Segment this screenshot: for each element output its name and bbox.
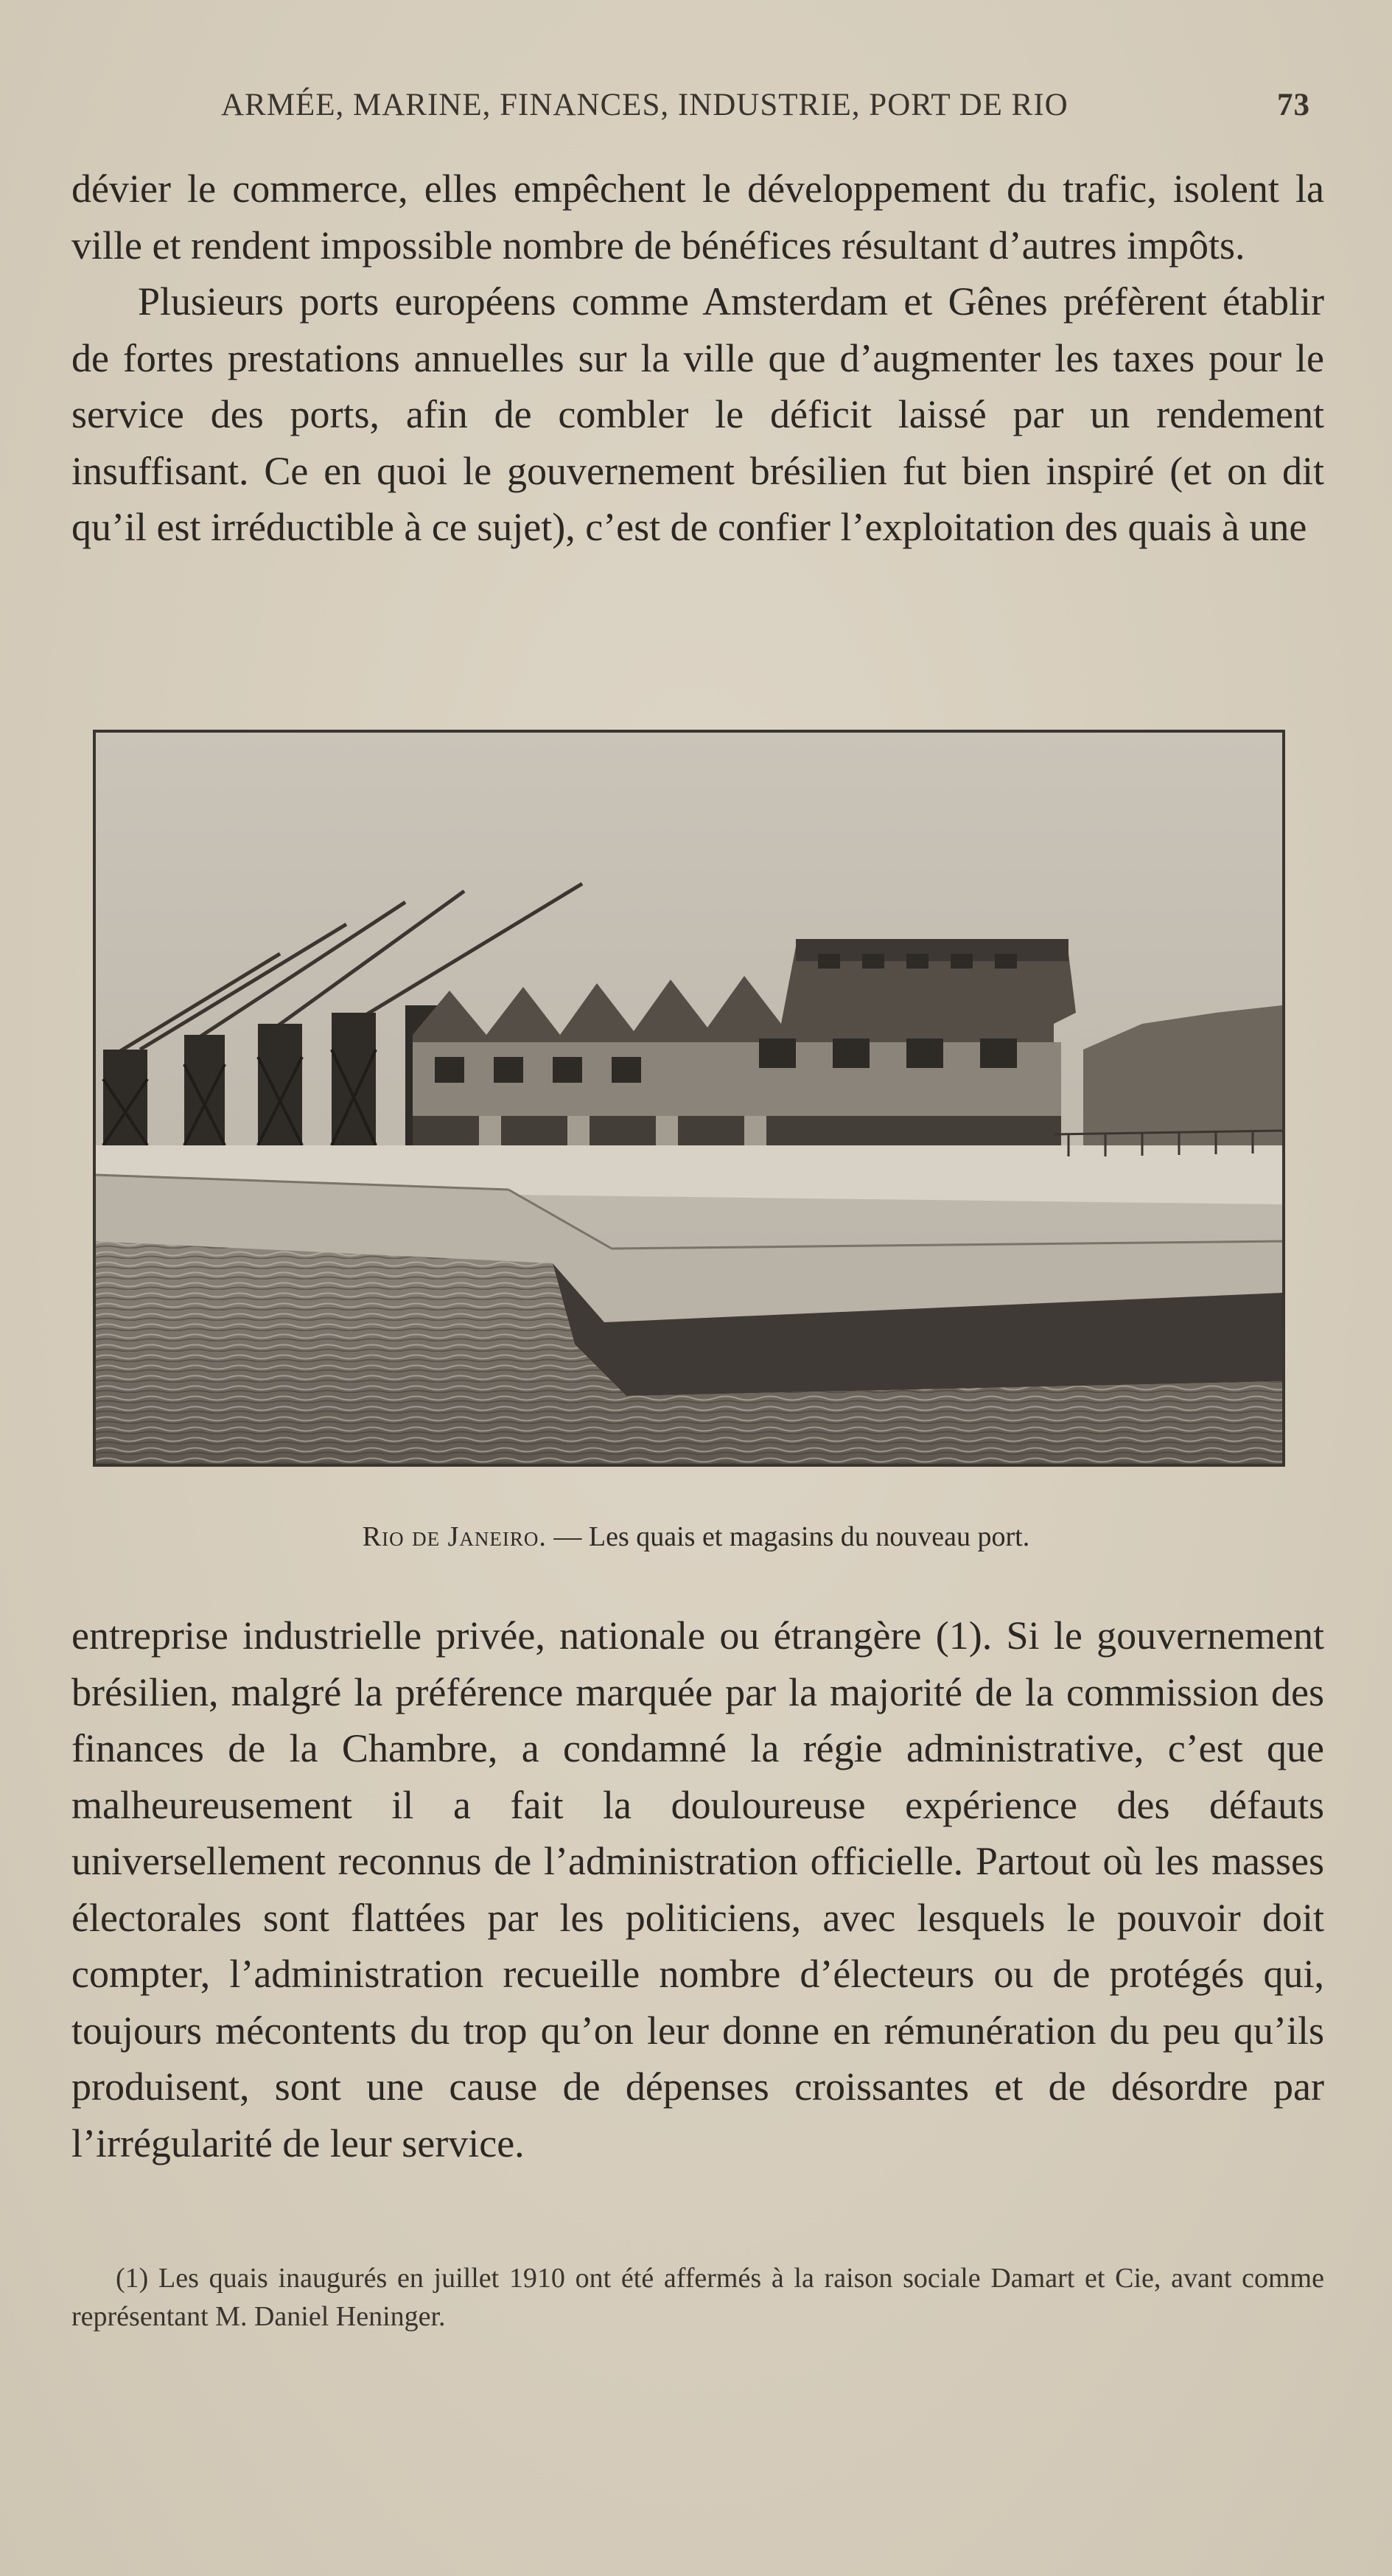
body-text-bottom — [71, 1608, 1324, 2171]
figure-caption — [0, 1521, 1392, 1553]
footnote-text: (1) Les quais inaugurés en juillet 1910 ont été affermés à la raison sociale Damart et Cie, avant comme représentant M. Daniel Heninger. — [71, 2263, 1324, 2332]
caption-place: Rio de Janeiro. — [362, 1521, 547, 1552]
body-text-top — [71, 161, 1324, 556]
photo-illustration — [96, 733, 1282, 1464]
footnote — [71, 2259, 1324, 2336]
paragraph-ports: Plusieurs ports européens comme Amsterdam et Gênes préfèrent établir de fortes prestations annuelles sur la ville que d’augmenter les taxes pour le service des ports, afin de combler le déficit laissé par un rendement insuffisant. Ce en quoi le gouvernement brésilien fut bien inspiré (et on dit qu’il est irréductible à ce sujet), c’est de confier l’exploitation des quais à une — [71, 279, 1324, 549]
paragraph-continued: dévier le commerce, elles empêchent le développement du trafic, isolent la ville et rendent impossible nombre de bénéfices résultant d’autres impôts. — [71, 167, 1324, 268]
running-head — [0, 87, 1392, 131]
running-title: ARMÉE, MARINE, FINANCES, INDUSTRIE, PORT DE RIO — [221, 88, 1069, 122]
paragraph-enterprise: entreprise industrielle privée, nationale ou étrangère (1). Si le gouvernement brésilien, malgré la préférence marquée par la majorité de la commission des finances de la Chambre, a condamné la régie administrative, c’est que malheureusement il a fait la douloureuse expérience des défauts universellement reconnus de l’administration officielle. Partout où les masses électorales sont flattées par les politiciens, avec lesquels le pouvoir doit compter, l’administration recueille nombre d’électeurs ou de protégés qui, toujours mécontents du trop qu’on leur donne en rémunération du peu qu’ils produisent, sont une cause de dépenses croissantes et de désordre par l’irrégularité de leur service. — [71, 1613, 1324, 2165]
harbor-photograph — [93, 730, 1285, 1467]
caption-text: — Les quais et magasins du nouveau port. — [546, 1521, 1030, 1552]
page-number: 73 — [1277, 88, 1310, 122]
